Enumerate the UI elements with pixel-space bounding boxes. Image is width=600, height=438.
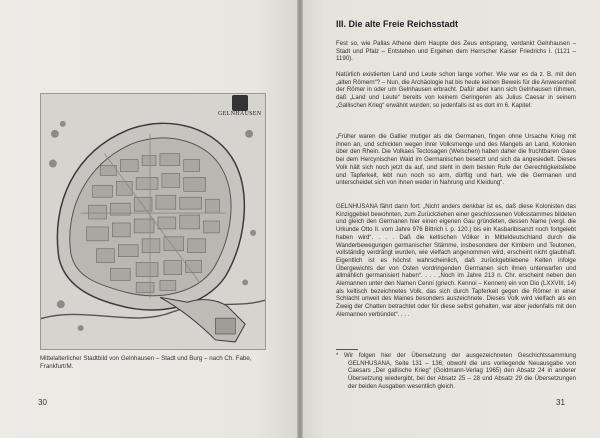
paragraph-2-text: Natürlich existierten Land und Leute schon lange vorher. Wie war es da z. B. mit den „alten Römern“? – Nun, die Archäologie hat bis heute keinen Beweis für die Anwesenheit der Römer in oder um Gelnhausen erbracht. Dafür aber kann sich Gelnhausen rühmen, daß „Land und Leute“ bereits von keinem Geringeren als Julius Caesar in seinem „Gallischen Krieg“ erwähnt wurden; so jedenfalls ist es dort im 6. Kapitel: — [336, 71, 576, 109]
footnote-text: * Wir folgen hier der Übersetzung der ausgezeichneten Geschichtssammlung GELNHUSANA, Seite 131 – 136; obwohl die uns vorliegende Neuausgabe von Caesars „Der gallische Krieg“ (Goldmann-Verlag 1965) den Absatz 24 in anderer Übersetzung wiedergibt, bei der Absatz 25 – 28 und Absatz 29 die Übersetzungen der beiden Ausgaben wesentlich gleich. — [336, 352, 576, 390]
page-number-left: 30 — [38, 398, 47, 407]
city-map-drawing — [41, 94, 265, 349]
book-gutter — [297, 0, 303, 438]
paragraph-4-text: GELNHUSANA fährt dann fort: „Nicht anders denkbar ist es, daß diese Kolonisten das Kinziggebiet bewohnten, zum Zurückziehen einer geschlossenen Volksstammes bildeten und gleich den Germanen hier einen eigenen Gau gründeten, dessen Name (vergl. die Urkunde Otto II. vom Jahre 976 Bittrich i. p. 120.) bis ein Kasbaribisanzt noch fortgelebt haben wird“. . . . Daß die keltischen Völker in Mitteldeutschland durch die Wanderbewegungen germanischer Stämme, insbesondere der Kimbern und Teutonen, vollständig verdrängt wurden, wie vielfach angenommen wird, erscheint nicht glaubhaft. Eigentlich ist es höchst wahrscheinlich, daß zurückgebliebene Kelten infolge Übergewichts der von Osten vordringenden Germanen sich ihnen unterwarfen und allmählich germanisiert haben“. . . . „Noch im Jahre 213 n. Chr. erscheint neben den Alemannen unter den Namen Cenni (griech. Kennoi – Kennen) ein von Dio (LXXVIII, 14) als keltisch bezeichnetes Volk, das sich durch Tapferkeit gegen die Römer in einer Schlacht unweit des Maines besonders auszeichnete. Dieses Volk wird vielfach als ein Zweig der Chatten betrachtet oder für diese selbst gehalten, war aber jedenfalls mit den Alemannen verbündet“. . . . — [336, 203, 576, 318]
paragraph-1 — [336, 40, 576, 63]
page-number-right: 31 — [556, 398, 565, 407]
city-map — [40, 93, 266, 350]
map-caption: Mittelalterlicher Stadtbild von Gelnhausen – Stadt und Burg – nach Ch. Fabe, Frankfurt/M. — [40, 355, 252, 370]
city-crest-icon — [232, 95, 248, 111]
paragraph-2 — [336, 71, 576, 110]
footnote — [336, 352, 576, 391]
map-city-label: GELNHAUSEN — [218, 111, 262, 117]
footnote-rule — [336, 349, 358, 350]
paragraph-3 — [336, 133, 576, 187]
chapter-heading: III. Die alte Freie Reichsstadt — [336, 19, 459, 29]
paragraph-3-text: „Früher waren die Gallier mutiger als die Germanen, fingen ohne Ursache Krieg mit ihnen an, und schickten wegen ihrer Volksmenge und des Mangels an Land, Kolonien über den Rhein. Die Volkaes Tectosagen (Welschen) haben daher die fruchtbaren Gaue bei dem Hercynischen Wald im Germanischen besetzt und sich da angesiedelt. Dieses Volk hält sich noch jetzt da auf, und steht in dem besten Rufe der Gerechtigkeitsliebe und Tapferkeit, lebt nun noch so arm, dürftig und hart, wie die Germanen und unterscheidet sich von ihnen weder in Nahrung und Kleidung“. — [336, 133, 576, 187]
paragraph-1-text: Fest so, wie Pallas Athene dem Haupte des Zeus entsprang, verdankt Gelnhausen – Stadt und Pfalz – Entstehen und Ergehen dem Herrscher Kaiser Friedrichs I. (1121 – 1190). — [336, 40, 576, 63]
paragraph-4 — [336, 203, 576, 319]
